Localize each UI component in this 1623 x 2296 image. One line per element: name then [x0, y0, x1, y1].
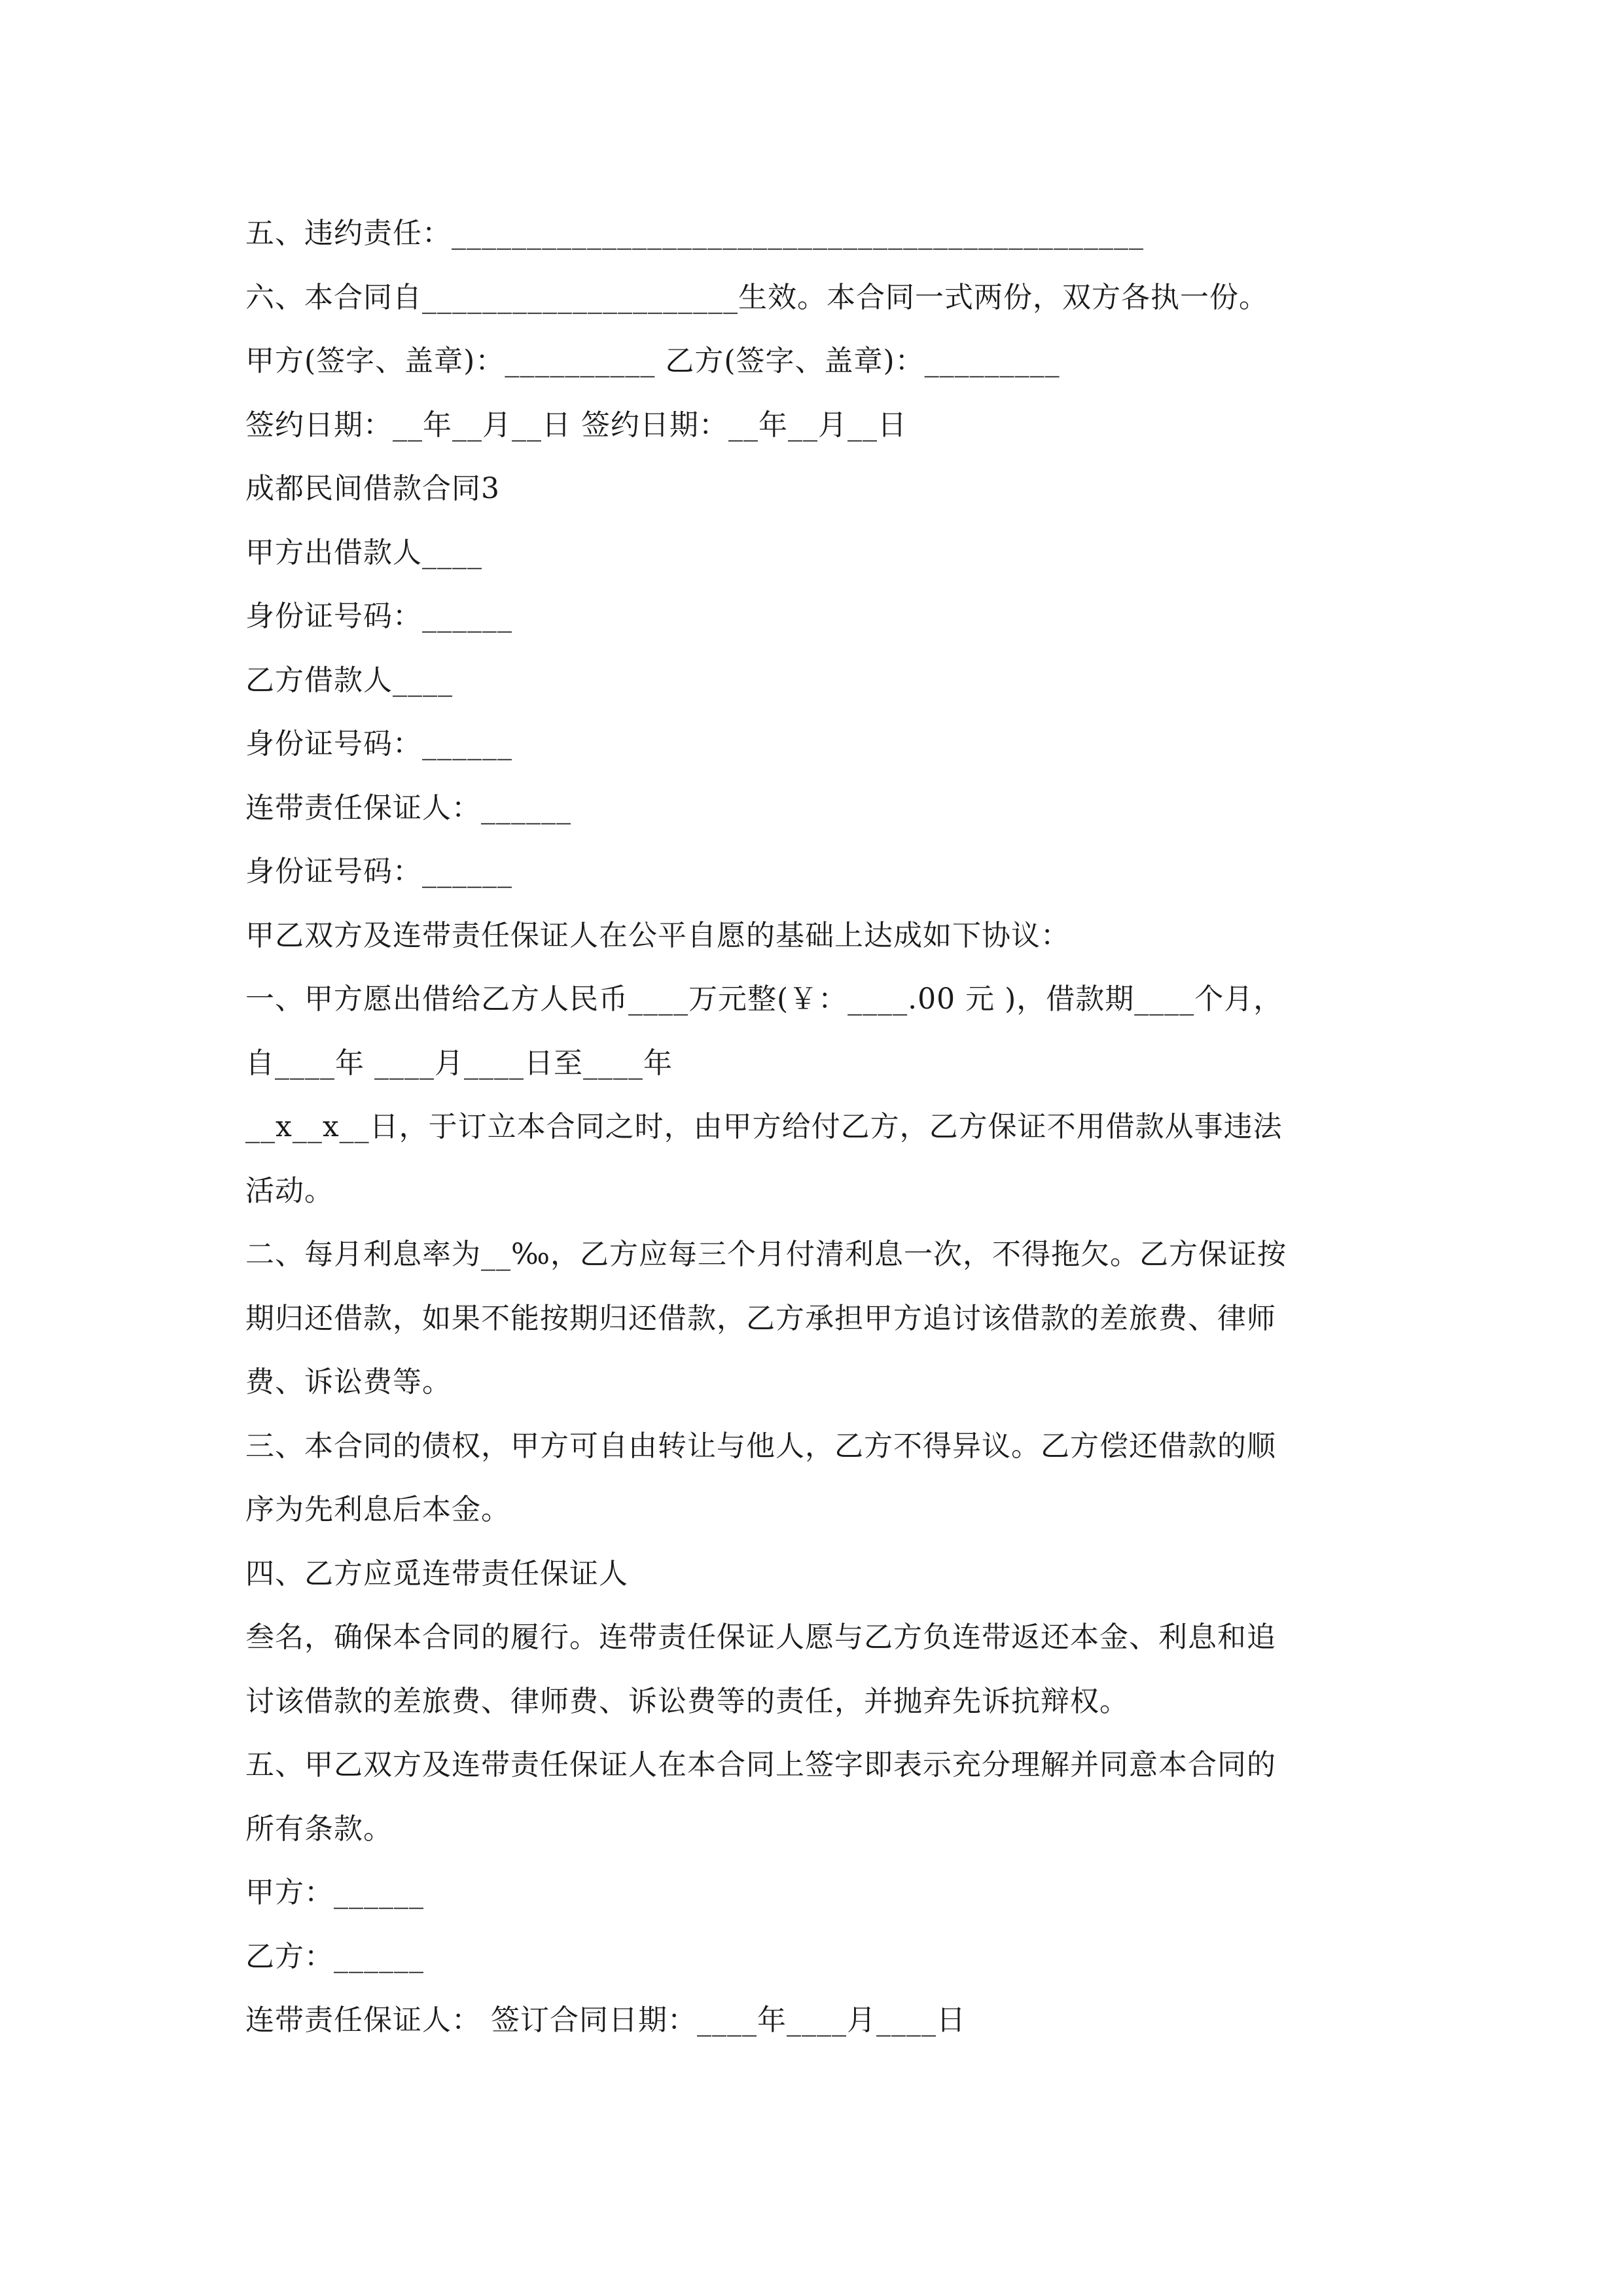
signature-line: 甲方(签字、盖章)：__________ 乙方(签字、盖章)：_________	[245, 344, 1060, 378]
clause-5-breach-liability: 五、违约责任：______________________________________________	[245, 217, 1144, 250]
party-b-id-number: 身份证号码：______	[245, 727, 512, 761]
agreement-preamble: 甲乙双方及连带责任保证人在公平自愿的基础上达成如下协议：	[245, 918, 1070, 952]
clause-1-line-3: __x__x__日，于订立本合同之时，由甲方给付乙方，乙方保证不用借款从事违法	[245, 1110, 1283, 1143]
clause-2-line-3: 费、诉讼费等。	[245, 1365, 452, 1399]
guarantor-signing-date: 连带责任保证人： 签订合同日期：____年____月____日	[245, 2003, 966, 2037]
party-b-borrower: 乙方借款人____	[245, 663, 453, 697]
party-a-signature: 甲方：______	[245, 1876, 424, 1909]
party-a-lender: 甲方出借款人____	[245, 535, 482, 569]
clause-4-line-2: 叁名，确保本合同的履行。连带责任保证人愿与乙方负连带返还本金、利息和追	[245, 1621, 1276, 1654]
clause-2-line-1: 二、每月利息率为__‰，乙方应每三个月付清利息一次，不得拖欠。乙方保证按	[245, 1238, 1287, 1271]
clause-3-line-2: 序为先利息后本金。	[245, 1493, 510, 1526]
guarantor-id-number: 身份证号码：______	[245, 855, 512, 888]
document-body	[245, 202, 1384, 2053]
clause-5-line-1: 五、甲乙双方及连带责任保证人在本合同上签字即表示充分理解并同意本合同的	[245, 1748, 1276, 1782]
guarantor: 连带责任保证人：______	[245, 791, 571, 825]
party-a-id-number: 身份证号码：______	[245, 600, 512, 633]
clause-1-line-2: 自____年 ____月____日至____年	[245, 1046, 673, 1080]
clause-6-effective-date: 六、本合同自_____________________生效。本合同一式两份，双方各执一份。	[245, 280, 1268, 314]
party-b-signature: 乙方：______	[245, 1939, 424, 1973]
clause-5-line-2: 所有条款。	[245, 1812, 393, 1846]
clause-2-line-2: 期归还借款，如果不能按期归还借款，乙方承担甲方追讨该借款的差旅费、律师	[245, 1301, 1276, 1335]
signing-date-line: 签约日期：__年__月__日 签约日期：__年__月__日	[245, 408, 907, 442]
clause-4-line-3: 讨该借款的差旅费、律师费、诉讼费等的责任，并抛弃先诉抗辩权。	[245, 1684, 1129, 1718]
contract-title: 成都民间借款合同3	[245, 472, 500, 505]
clause-1-line-1: 一、甲方愿出借给乙方人民币____万元整(￥：____.00 元 )，借款期____个月，	[245, 982, 1283, 1016]
clause-3-line-1: 三、本合同的债权，甲方可自由转让与他人，乙方不得异议。乙方偿还借款的顺	[245, 1429, 1276, 1463]
clause-1-line-4: 活动。	[245, 1174, 334, 1208]
clause-4-line-1: 四、乙方应觅连带责任保证人	[245, 1556, 628, 1590]
